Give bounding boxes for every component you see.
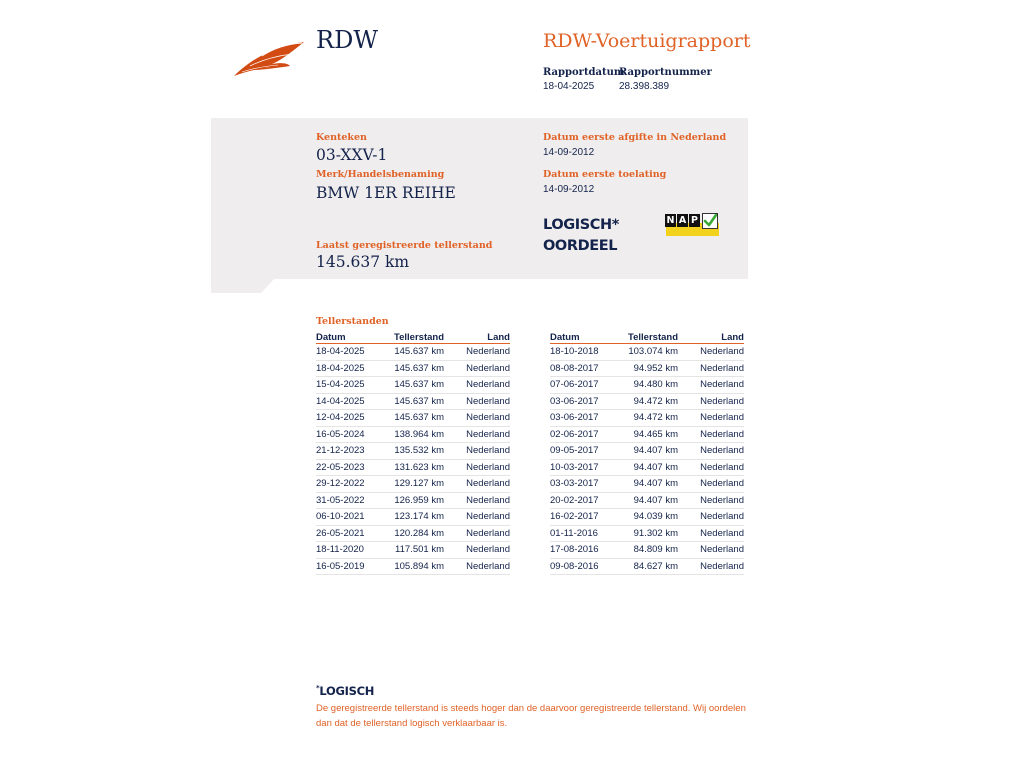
table-row — [550, 360, 744, 377]
row-odometer: 103.074 km — [614, 344, 678, 361]
row-country: Nederland — [678, 360, 744, 377]
footnote-heading — [316, 684, 374, 698]
row-odometer: 123.174 km — [380, 509, 444, 526]
row-country: Nederland — [444, 492, 510, 509]
table-row — [550, 377, 744, 394]
row-date: 14-04-2025 — [316, 393, 380, 410]
report-number: 28.398.389 — [619, 81, 670, 92]
table-row — [316, 525, 510, 542]
row-date: 20-02-2017 — [550, 492, 614, 509]
nap-letter-a: A — [678, 215, 687, 226]
row-odometer: 94.472 km — [614, 410, 678, 427]
row-date: 15-04-2025 — [316, 377, 380, 394]
row-country: Nederland — [678, 542, 744, 559]
row-date: 16-02-2017 — [550, 509, 614, 526]
column-header-country: Land — [678, 331, 744, 344]
table-header-row — [316, 331, 510, 344]
row-date: 17-08-2016 — [550, 542, 614, 559]
table-row — [316, 492, 510, 509]
row-date: 16-05-2019 — [316, 558, 380, 575]
table-row — [316, 377, 510, 394]
row-country: Nederland — [444, 542, 510, 559]
row-odometer: 145.637 km — [380, 410, 444, 427]
row-country: Nederland — [444, 344, 510, 361]
row-date: 16-05-2024 — [316, 426, 380, 443]
table-row — [550, 393, 744, 410]
brand-name: RDW — [316, 26, 378, 54]
row-country: Nederland — [678, 558, 744, 575]
row-date: 31-05-2022 — [316, 492, 380, 509]
row-odometer: 145.637 km — [380, 344, 444, 361]
table-row — [316, 509, 510, 526]
column-header-country: Land — [444, 331, 510, 344]
table-row — [550, 476, 744, 493]
row-odometer: 94.407 km — [614, 443, 678, 460]
table-row — [550, 443, 744, 460]
last-odometer-value: 145.637 km — [316, 253, 410, 271]
row-country: Nederland — [444, 410, 510, 427]
row-odometer: 145.637 km — [380, 360, 444, 377]
row-odometer: 145.637 km — [380, 393, 444, 410]
report-number-label: Rapportnummer — [619, 67, 712, 78]
row-date: 29-12-2022 — [316, 476, 380, 493]
row-odometer: 94.472 km — [614, 393, 678, 410]
row-date: 09-05-2017 — [550, 443, 614, 460]
make-value: BMW 1ER REIHE — [316, 184, 456, 202]
row-country: Nederland — [678, 426, 744, 443]
row-country: Nederland — [444, 476, 510, 493]
table-row — [316, 476, 510, 493]
table-row — [316, 410, 510, 427]
row-country: Nederland — [678, 377, 744, 394]
row-date: 09-08-2016 — [550, 558, 614, 575]
row-odometer: 94.407 km — [614, 492, 678, 509]
table-row — [550, 558, 744, 575]
rdw-feather-logo-icon — [232, 38, 306, 83]
checkmark-icon — [702, 213, 718, 229]
verdict-line-2: OORDEEL — [543, 238, 618, 254]
column-header-date: Datum — [550, 331, 614, 344]
first-admission-label: Datum eerste toelating — [543, 169, 667, 180]
column-header-date: Datum — [316, 331, 380, 344]
table-header-row — [550, 331, 744, 344]
nap-letter-n: N — [666, 215, 675, 226]
row-odometer: 126.959 km — [380, 492, 444, 509]
row-date: 06-10-2021 — [316, 509, 380, 526]
table-row — [550, 509, 744, 526]
footnote-star: * — [316, 684, 320, 692]
row-odometer: 94.407 km — [614, 476, 678, 493]
table-row — [316, 558, 510, 575]
first-admission-value: 14-09-2012 — [543, 184, 595, 195]
row-date: 18-10-2018 — [550, 344, 614, 361]
row-country: Nederland — [678, 509, 744, 526]
row-country: Nederland — [678, 492, 744, 509]
table-row — [316, 443, 510, 460]
row-date: 26-05-2021 — [316, 525, 380, 542]
row-date: 18-11-2020 — [316, 542, 380, 559]
row-country: Nederland — [678, 443, 744, 460]
row-odometer: 94.039 km — [614, 509, 678, 526]
row-date: 18-04-2025 — [316, 344, 380, 361]
row-odometer: 94.465 km — [614, 426, 678, 443]
row-country: Nederland — [444, 459, 510, 476]
row-country: Nederland — [444, 393, 510, 410]
table-row — [316, 344, 510, 361]
row-date: 22-05-2023 — [316, 459, 380, 476]
row-country: Nederland — [444, 558, 510, 575]
row-odometer: 94.480 km — [614, 377, 678, 394]
first-issue-nl-label: Datum eerste afgifte in Nederland — [543, 132, 727, 143]
footnote-heading-text: LOGISCH — [319, 684, 375, 698]
row-odometer: 117.501 km — [380, 542, 444, 559]
row-odometer: 94.407 km — [614, 459, 678, 476]
row-date: 21-12-2023 — [316, 443, 380, 460]
table-row — [550, 459, 744, 476]
row-date: 10-03-2017 — [550, 459, 614, 476]
row-odometer: 138.964 km — [380, 426, 444, 443]
row-country: Nederland — [678, 459, 744, 476]
row-country: Nederland — [444, 360, 510, 377]
table-row — [316, 360, 510, 377]
row-country: Nederland — [678, 410, 744, 427]
first-issue-nl-value: 14-09-2012 — [543, 147, 595, 158]
column-header-odometer: Tellerstand — [380, 331, 444, 344]
row-date: 03-03-2017 — [550, 476, 614, 493]
row-date: 02-06-2017 — [550, 426, 614, 443]
row-country: Nederland — [444, 509, 510, 526]
vehicle-summary-panel — [211, 118, 748, 293]
row-date: 08-08-2017 — [550, 360, 614, 377]
odometer-table-title: Tellerstanden — [316, 316, 389, 327]
row-country: Nederland — [444, 426, 510, 443]
row-odometer: 84.627 km — [614, 558, 678, 575]
row-date: 01-11-2016 — [550, 525, 614, 542]
row-country: Nederland — [444, 443, 510, 460]
row-country: Nederland — [678, 476, 744, 493]
row-country: Nederland — [678, 344, 744, 361]
row-odometer: 84.809 km — [614, 542, 678, 559]
row-odometer: 91.302 km — [614, 525, 678, 542]
row-date: 03-06-2017 — [550, 410, 614, 427]
row-country: Nederland — [444, 377, 510, 394]
plate-label: Kenteken — [316, 132, 367, 143]
odometer-table-left — [316, 331, 510, 575]
row-odometer: 105.894 km — [380, 558, 444, 575]
row-date: 03-06-2017 — [550, 393, 614, 410]
row-odometer: 135.532 km — [380, 443, 444, 460]
row-odometer: 131.623 km — [380, 459, 444, 476]
verdict-line-1: LOGISCH* — [543, 217, 619, 233]
table-row — [550, 492, 744, 509]
row-date: 12-04-2025 — [316, 410, 380, 427]
column-header-odometer: Tellerstand — [614, 331, 678, 344]
row-odometer: 120.284 km — [380, 525, 444, 542]
row-country: Nederland — [444, 525, 510, 542]
report-title: RDW-Voertuigrapport — [543, 30, 751, 52]
table-row — [316, 393, 510, 410]
verdict — [543, 215, 619, 257]
odometer-table-right — [550, 331, 744, 575]
row-country: Nederland — [678, 525, 744, 542]
table-row — [550, 542, 744, 559]
table-row — [550, 426, 744, 443]
table-row — [550, 525, 744, 542]
table-row — [316, 542, 510, 559]
plate-value: 03-XXV-1 — [316, 146, 388, 164]
row-date: 07-06-2017 — [550, 377, 614, 394]
row-odometer: 145.637 km — [380, 377, 444, 394]
last-odometer-label: Laatst geregistreerde tellerstand — [316, 240, 493, 251]
row-odometer: 129.127 km — [380, 476, 444, 493]
footnote-text: De geregistreerde tellerstand is steeds hoger dan de daarvoor geregistreerde tellerstand. Wij oordelen dan dat de tellerstand logisch verklaarbaar is. — [316, 703, 746, 729]
nap-letter-p: P — [689, 214, 700, 227]
table-row — [550, 410, 744, 427]
row-odometer: 94.952 km — [614, 360, 678, 377]
row-date: 18-04-2025 — [316, 360, 380, 377]
report-date-label: Rapportdatum — [543, 67, 625, 78]
table-row — [316, 459, 510, 476]
make-label: Merk/Handelsbenaming — [316, 169, 445, 180]
row-country: Nederland — [678, 393, 744, 410]
report-date: 18-04-2025 — [543, 81, 595, 92]
table-row — [316, 426, 510, 443]
table-row — [550, 344, 744, 361]
nap-check-logo-icon — [664, 213, 719, 236]
